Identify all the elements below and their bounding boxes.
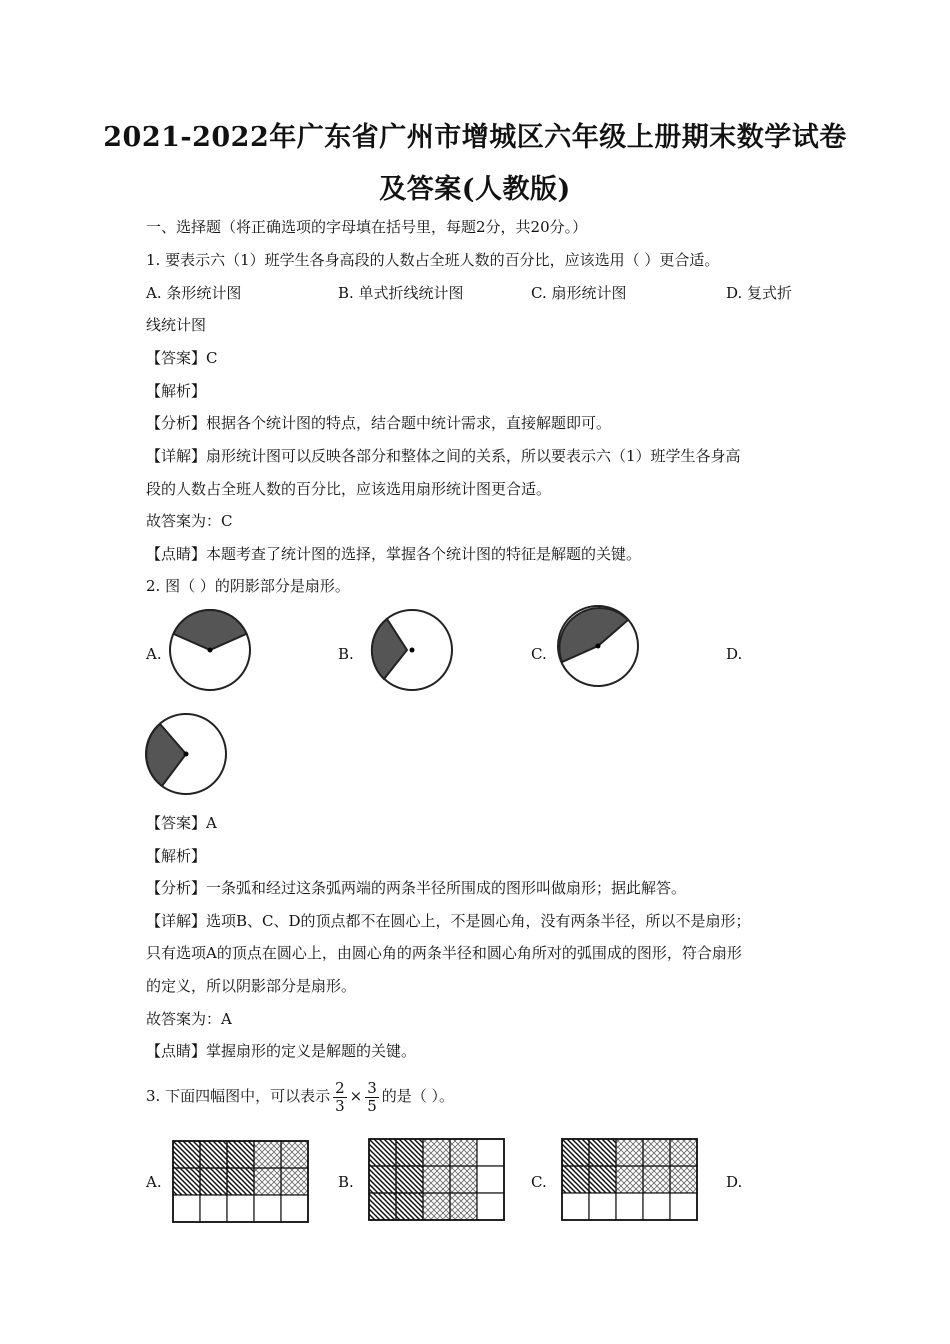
q2-figure-c xyxy=(556,604,640,688)
grid-cell xyxy=(173,1141,200,1168)
q2-figure-d xyxy=(144,712,228,796)
grid-cell xyxy=(227,1195,254,1222)
q2-analysis-heading: 【解析】 xyxy=(146,847,207,865)
q1-option-b: B. 单式折线统计图 xyxy=(338,284,464,302)
q1-analysis-heading: 【解析】 xyxy=(146,382,207,400)
q2-detail-line2: 只有选项A的顶点在圆心上，由圆心角的两条半径和圆心角所对的弧围成的图形，符合扇形 xyxy=(146,944,742,962)
q1-option-c: C. 扇形统计图 xyxy=(531,284,627,302)
q2-figure-a xyxy=(168,608,252,692)
grid-cell xyxy=(589,1166,616,1193)
grid-cell xyxy=(616,1166,643,1193)
q3-option-c-label: C. xyxy=(531,1173,547,1191)
q2-conclusion: 故答案为：A xyxy=(146,1010,232,1028)
q1-comment: 【点睛】本题考查了统计图的选择，掌握各个统计图的特征是解题的关键。 xyxy=(146,545,642,563)
q3-frac1-denominator: 3 xyxy=(335,1096,345,1115)
grid-cell xyxy=(562,1139,589,1166)
q1-detail-line1: 【详解】扇形统计图可以反映各部分和整体之间的关系，所以要表示六（1）班学生各身高 xyxy=(146,447,741,465)
section-heading: 一、选择题（将正确选项的字母填在括号里，每题2分，共20分。） xyxy=(146,218,588,236)
q1-option-d: D. 复式折 xyxy=(726,284,793,302)
grid-cell xyxy=(477,1193,504,1220)
grid-cell xyxy=(562,1166,589,1193)
q3-frac2-numerator: 3 xyxy=(367,1078,377,1097)
grid-cell xyxy=(670,1166,697,1193)
q3-grid-c xyxy=(561,1138,699,1221)
grid-cell xyxy=(200,1168,227,1195)
q1-detail-line2: 段的人数占全班人数的百分比，应该选用扇形统计图更合适。 xyxy=(146,480,552,498)
grid-cell xyxy=(396,1193,423,1220)
q1-stem: 1. 要表示六（1）班学生各身高段的人数占全班人数的百分比，应该选用（ ）更合适。 xyxy=(146,251,720,269)
q2-comment: 【点睛】掌握扇形的定义是解题的关键。 xyxy=(146,1042,417,1060)
grid-cell xyxy=(254,1195,281,1222)
grid-cell xyxy=(670,1193,697,1220)
grid-cell xyxy=(450,1193,477,1220)
q2-option-b-label: B. xyxy=(338,645,354,663)
grid-cell xyxy=(643,1139,670,1166)
grid-cell xyxy=(423,1139,450,1166)
q1-answer: 【答案】C xyxy=(146,349,218,367)
q1-conclusion: 故答案为：C xyxy=(146,512,233,530)
grid-cell xyxy=(477,1139,504,1166)
grid-cell xyxy=(281,1168,308,1195)
q2-option-c-label: C. xyxy=(531,645,547,663)
q3-frac2-denominator: 5 xyxy=(367,1096,377,1115)
q3-option-d-label: D. xyxy=(726,1173,743,1191)
grid-cell xyxy=(562,1193,589,1220)
q2-option-a-label: A. xyxy=(146,645,162,663)
grid-cell xyxy=(200,1141,227,1168)
grid-cell xyxy=(173,1168,200,1195)
q1-option-d-wrap: 线统计图 xyxy=(146,316,207,334)
grid-cell xyxy=(281,1195,308,1222)
grid-cell xyxy=(643,1193,670,1220)
q1-option-a: A. 条形统计图 xyxy=(146,284,242,302)
q2-option-d-label: D. xyxy=(726,645,743,663)
q3-frac1-numerator: 2 xyxy=(335,1078,345,1097)
q2-figure-b xyxy=(370,608,454,692)
grid-cell xyxy=(616,1139,643,1166)
grid-cell xyxy=(254,1168,281,1195)
grid-cell xyxy=(227,1141,254,1168)
q2-stem: 2. 图（ ）的阴影部分是扇形。 xyxy=(146,577,350,595)
q3-stem-prefix: 3. 下面四幅图中，可以表示 xyxy=(146,1087,331,1105)
grid-cell xyxy=(616,1193,643,1220)
grid-cell xyxy=(200,1195,227,1222)
grid-cell xyxy=(589,1193,616,1220)
q3-option-a-label: A. xyxy=(146,1173,162,1191)
q1-analysis: 【分析】根据各个统计图的特点，结合题中统计需求，直接解题即可。 xyxy=(146,414,612,432)
page-title-line1: 2021-2022年广东省广州市增城区六年级上册期末数学试卷 xyxy=(103,122,847,153)
page-title-line2: 及答案(人教版) xyxy=(379,174,571,205)
grid-cell xyxy=(254,1141,281,1168)
grid-cell xyxy=(369,1166,396,1193)
q2-detail-line3: 的定义，所以阴影部分是扇形。 xyxy=(146,977,357,995)
q2-detail-line1: 【详解】选项B、C、D的顶点都不在圆心上，不是圆心角，没有两条半径，所以不是扇形； xyxy=(146,912,751,930)
grid-cell xyxy=(423,1193,450,1220)
q2-answer: 【答案】A xyxy=(146,814,217,832)
q3-grid-a xyxy=(172,1140,310,1223)
grid-cell xyxy=(369,1193,396,1220)
grid-cell xyxy=(369,1139,396,1166)
grid-cell xyxy=(450,1139,477,1166)
grid-cell xyxy=(643,1166,670,1193)
q3-times-sign: × xyxy=(349,1087,363,1105)
grid-cell xyxy=(477,1166,504,1193)
grid-cell xyxy=(589,1139,616,1166)
grid-cell xyxy=(227,1168,254,1195)
q3-stem xyxy=(146,1078,811,1115)
grid-cell xyxy=(396,1139,423,1166)
q3-option-b-label: B. xyxy=(338,1173,354,1191)
q3-stem-suffix: 的是（ ）。 xyxy=(381,1087,455,1105)
q3-fraction-2 xyxy=(365,1080,379,1115)
grid-cell xyxy=(450,1166,477,1193)
grid-cell xyxy=(670,1139,697,1166)
grid-cell xyxy=(423,1166,450,1193)
q3-grid-b xyxy=(368,1138,506,1221)
q3-fraction-1 xyxy=(333,1080,347,1115)
grid-cell xyxy=(281,1141,308,1168)
q2-analysis: 【分析】一条弧和经过这条弧两端的两条半径所围成的图形叫做扇形；据此解答。 xyxy=(146,879,687,897)
grid-cell xyxy=(173,1195,200,1222)
grid-cell xyxy=(396,1166,423,1193)
